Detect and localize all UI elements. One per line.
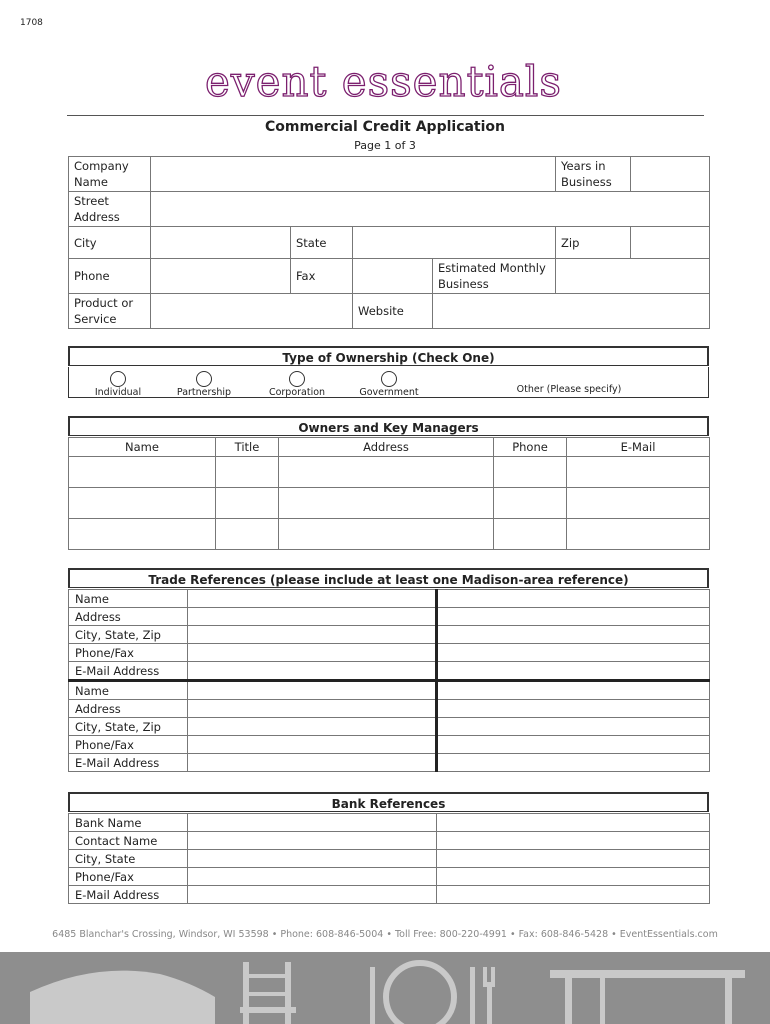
trade-field[interactable] [437, 662, 710, 681]
owner-address-field[interactable] [279, 488, 494, 519]
option-label: Government [359, 387, 419, 398]
document-id: 1708 [20, 18, 43, 28]
trade-field[interactable] [437, 736, 710, 754]
table-row [69, 457, 710, 488]
radio-circle-icon[interactable] [289, 371, 305, 387]
state-field[interactable] [353, 227, 556, 259]
bank-field[interactable] [437, 814, 710, 832]
trade-field[interactable] [437, 644, 710, 662]
bank-field[interactable] [437, 886, 710, 904]
table-row [69, 488, 710, 519]
owner-name-field[interactable] [69, 457, 216, 488]
city-field[interactable] [151, 227, 291, 259]
trade-field[interactable] [437, 681, 710, 700]
bank-references-heading: Bank References [68, 792, 709, 812]
trade-field[interactable] [188, 681, 437, 700]
bank-references-table [68, 813, 710, 904]
option-label: Partnership [176, 387, 232, 398]
owners-heading: Owners and Key Managers [68, 416, 709, 436]
owner-email-field[interactable] [567, 457, 710, 488]
street-address-field[interactable] [151, 192, 710, 227]
trade-label: Phone/Fax [69, 644, 188, 662]
trade-field[interactable] [188, 644, 437, 662]
owner-address-field[interactable] [279, 457, 494, 488]
state-label: State [291, 227, 353, 259]
trade-field[interactable] [188, 662, 437, 681]
zip-field[interactable] [631, 227, 710, 259]
trade-label: E-Mail Address [69, 662, 188, 681]
phone-label: Phone [69, 259, 151, 294]
owner-title-field[interactable] [216, 488, 279, 519]
estimated-monthly-business-label: Estimated Monthly Business [433, 259, 556, 294]
trade-field[interactable] [437, 626, 710, 644]
street-address-label: Street Address [69, 192, 151, 227]
column-header-name: Name [69, 438, 216, 457]
trade-label: Address [69, 700, 188, 718]
trade-field[interactable] [437, 718, 710, 736]
radio-circle-icon[interactable] [196, 371, 212, 387]
fax-label: Fax [291, 259, 353, 294]
ownership-option-corporation[interactable] [262, 371, 332, 398]
trade-field[interactable] [437, 590, 710, 608]
trade-field[interactable] [188, 718, 437, 736]
trade-label: Name [69, 681, 188, 700]
product-or-service-field[interactable] [151, 294, 353, 329]
company-info-table [68, 156, 710, 329]
bank-label: Contact Name [69, 832, 188, 850]
bank-label: E-Mail Address [69, 886, 188, 904]
ownership-option-individual[interactable] [83, 371, 153, 398]
ownership-options [68, 367, 709, 398]
decorative-banner [0, 952, 770, 1024]
radio-circle-icon[interactable] [110, 371, 126, 387]
footer-contact-info: 6485 Blanchar's Crossing, Windsor, WI 53598 • Phone: 608-846-5004 • Toll Free: 800-220-4991 • Fax: 608-846-5428 • EventEssentials.com [52, 929, 718, 940]
owner-name-field[interactable] [69, 519, 216, 550]
owner-title-field[interactable] [216, 519, 279, 550]
option-label: Other (Please specify) [516, 384, 622, 395]
owner-phone-field[interactable] [494, 457, 567, 488]
owners-table [68, 437, 710, 550]
trade-references-heading: Trade References (please include at least one Madison-area reference) [68, 568, 709, 588]
owner-email-field[interactable] [567, 488, 710, 519]
bank-field[interactable] [437, 868, 710, 886]
column-header-email: E-Mail [567, 438, 710, 457]
owner-email-field[interactable] [567, 519, 710, 550]
website-field[interactable] [433, 294, 710, 329]
option-label: Individual [94, 387, 142, 398]
bank-field[interactable] [188, 886, 437, 904]
bank-field[interactable] [188, 814, 437, 832]
zip-label: Zip [556, 227, 631, 259]
company-name-label: Company Name [69, 157, 151, 192]
fax-field[interactable] [353, 259, 433, 294]
trade-label: Name [69, 590, 188, 608]
owner-title-field[interactable] [216, 457, 279, 488]
trade-label: Phone/Fax [69, 736, 188, 754]
page-indicator: Page 1 of 3 [354, 139, 416, 152]
trade-label: Address [69, 608, 188, 626]
trade-field[interactable] [437, 754, 710, 772]
radio-circle-icon[interactable] [381, 371, 397, 387]
city-label: City [69, 227, 151, 259]
trade-label: City, State, Zip [69, 718, 188, 736]
owner-phone-field[interactable] [494, 488, 567, 519]
bank-field[interactable] [188, 868, 437, 886]
column-header-address: Address [279, 438, 494, 457]
bank-label: City, State [69, 850, 188, 868]
ownership-heading: Type of Ownership (Check One) [68, 346, 709, 366]
column-header-phone: Phone [494, 438, 567, 457]
trade-field[interactable] [188, 754, 437, 772]
trade-field[interactable] [188, 626, 437, 644]
trade-field[interactable] [437, 700, 710, 718]
phone-field[interactable] [151, 259, 291, 294]
ownership-option-government[interactable] [354, 371, 424, 398]
estimated-monthly-business-field[interactable] [556, 259, 710, 294]
trade-references-table [68, 589, 710, 772]
bank-field[interactable] [188, 832, 437, 850]
ownership-option-other[interactable] [489, 384, 649, 395]
bank-label: Bank Name [69, 814, 188, 832]
years-in-business-field[interactable] [631, 157, 710, 192]
company-name-field[interactable] [151, 157, 556, 192]
trade-label: E-Mail Address [69, 754, 188, 772]
page-title: Commercial Credit Application [264, 119, 506, 135]
bank-field[interactable] [437, 832, 710, 850]
ownership-option-partnership[interactable] [169, 371, 239, 398]
trade-field[interactable] [188, 608, 437, 626]
column-header-title: Title [216, 438, 279, 457]
owner-name-field[interactable] [69, 488, 216, 519]
years-in-business-label: Years in Business [556, 157, 631, 192]
trade-field[interactable] [437, 608, 710, 626]
option-label: Corporation [268, 387, 326, 398]
product-or-service-label: Product or Service [69, 294, 151, 329]
event-essentials-logo [205, 52, 565, 112]
owner-address-field[interactable] [279, 519, 494, 550]
bank-field[interactable] [437, 850, 710, 868]
owner-phone-field[interactable] [494, 519, 567, 550]
header-divider [67, 115, 704, 116]
trade-field[interactable] [188, 736, 437, 754]
trade-field[interactable] [188, 590, 437, 608]
bank-field[interactable] [188, 850, 437, 868]
logo-text: event essentials [205, 57, 562, 106]
bank-label: Phone/Fax [69, 868, 188, 886]
trade-field[interactable] [188, 700, 437, 718]
trade-label: City, State, Zip [69, 626, 188, 644]
website-label: Website [353, 294, 433, 329]
table-row [69, 519, 710, 550]
